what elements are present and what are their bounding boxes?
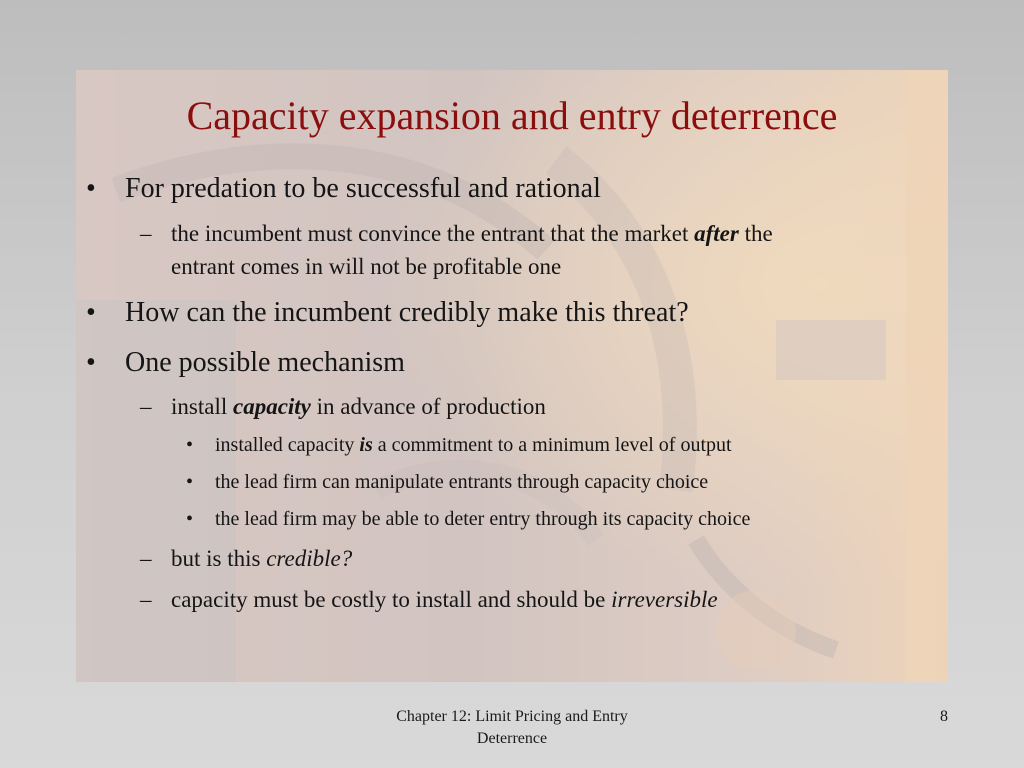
- slide-panel: [76, 70, 948, 682]
- sub-incumbent-convince-line2: entrant comes in will not be profitable one: [171, 254, 562, 279]
- bullet-mechanism: One possible mechanism: [125, 347, 405, 378]
- sub-bullet-marker: •: [186, 508, 194, 530]
- text-part: install: [171, 394, 233, 419]
- slide-title: Capacity expansion and entry deterrence: [186, 93, 838, 138]
- item-manipulate-entrants: the lead firm can manipulate entrants through capacity choice: [215, 471, 709, 493]
- text-part: the: [738, 221, 773, 246]
- page-number: 8: [940, 708, 948, 725]
- text-part: in advance of production: [310, 394, 546, 419]
- bullet-marker: •: [86, 297, 96, 328]
- item-commitment: [215, 432, 732, 458]
- bullet-predation: For predation to be successful and rational: [125, 173, 601, 204]
- bullet-credible-threat: How can the incumbent credibly make this threat?: [125, 297, 689, 328]
- text-part: a commitment to a minimum level of output: [372, 434, 732, 456]
- sub-bullet-marker: •: [186, 434, 194, 456]
- slide-content: [76, 70, 948, 682]
- dash-marker: –: [140, 394, 152, 419]
- sub-costly-irreversible: [171, 585, 718, 615]
- dash-marker: –: [140, 587, 152, 612]
- text-part: the incumbent must convince the entrant that the market: [171, 221, 695, 246]
- emphasis-capacity: capacity: [232, 394, 311, 419]
- text-part: but is this: [171, 546, 267, 571]
- dash-marker: –: [140, 546, 152, 571]
- dash-marker: –: [140, 221, 152, 246]
- text-part: installed capacity: [215, 434, 360, 456]
- footer-chapter: [362, 706, 662, 750]
- footer-chapter-line1: Chapter 12: Limit Pricing and Entry: [396, 708, 628, 725]
- bullet-marker: •: [86, 347, 96, 378]
- sub-is-credible: [171, 544, 352, 574]
- emphasis-credible: credible?: [266, 546, 353, 571]
- sub-install-capacity: [171, 392, 546, 422]
- emphasis-after: after: [694, 221, 739, 246]
- sub-bullet-marker: •: [186, 471, 194, 493]
- footer-chapter-line2: Deterrence: [476, 730, 548, 747]
- item-deter-entry: the lead firm may be able to deter entry through its capacity choice: [215, 508, 751, 530]
- bullet-marker: •: [86, 173, 96, 204]
- sub-incumbent-convince: [171, 219, 773, 249]
- emphasis-irreversible: irreversible: [611, 587, 718, 612]
- text-part: capacity must be costly to install and should be: [171, 587, 612, 612]
- emphasis-is: is: [359, 434, 373, 456]
